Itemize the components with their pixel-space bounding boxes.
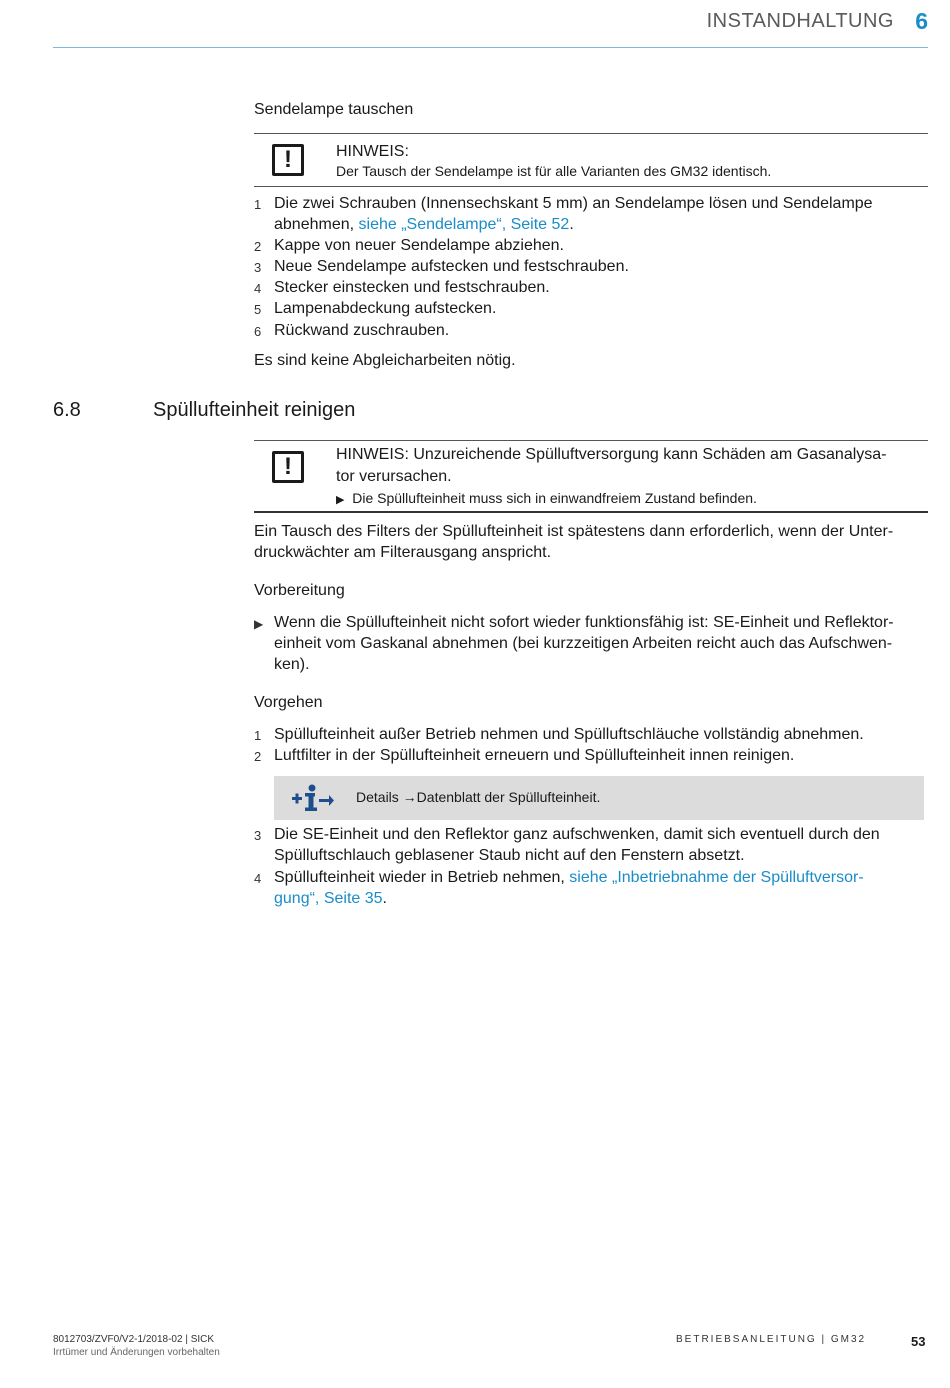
info-icon: [292, 784, 334, 814]
proc-step-3: [254, 824, 928, 866]
note-text: Der Tausch der Sendelampe ist für alle Varianten des GM32 identisch.: [336, 163, 772, 179]
step-text: Neue Sendelampe aufstecken und festschrauben.: [274, 258, 629, 275]
step-end: .: [382, 890, 387, 907]
note-top-divider: [254, 133, 928, 134]
chapter-title: INSTANDHALTUNG: [706, 10, 894, 32]
step-number: 3: [254, 260, 262, 275]
step-number: 2: [254, 239, 262, 254]
prep-line-3: ken).: [274, 656, 310, 673]
step-number: 1: [254, 728, 262, 743]
info-text: Details →Datenblatt der Spüllufteinheit.: [356, 789, 601, 805]
step-number: 2: [254, 749, 262, 764]
prep-line-2: einheit vom Gaskanal abnehmen (bei kurzzeitigen Arbeiten reicht auch das Aufschwen-: [274, 635, 893, 652]
triangle-bullet-icon: ▶: [336, 494, 345, 506]
proc-heading: Vorgehen: [254, 694, 323, 711]
warning-icon: !: [272, 144, 304, 176]
chapter-number: 6: [915, 8, 928, 34]
prep-line-1: Wenn die Spüllufteinheit nicht sofort wieder funktionsfähig ist: SE-Einheit und Reflektor-: [274, 614, 894, 631]
note-bullet-text: Die Spüllufteinheit muss sich in einwandfreiem Zustand befinden.: [352, 490, 757, 506]
warning-icon: !: [272, 451, 304, 483]
page-number: 53: [911, 1334, 926, 1349]
step-number: 3: [254, 828, 262, 843]
prep-heading: Vorbereitung: [254, 582, 345, 599]
note-bullet: [336, 490, 757, 506]
footer-manual: BETRIEBSANLEITUNG | GM32: [676, 1334, 867, 1345]
note-label: HINWEIS:: [336, 143, 409, 160]
section-intro: [254, 521, 928, 563]
step-text: Rückwand zuschrauben.: [274, 322, 450, 339]
prep-item: [254, 612, 928, 676]
note-bottom-divider: [254, 186, 928, 187]
step-number: 4: [254, 281, 262, 296]
step-line-1: Die SE-Einheit und den Reflektor ganz aufschwenken, damit sich eventuell durch den: [274, 826, 880, 843]
note-bottom-divider: [254, 511, 928, 513]
triangle-bullet-icon: ▶: [254, 617, 264, 631]
link-sendelampe[interactable]: siehe „Sendelampe“, Seite 52: [358, 216, 570, 233]
step-number: 1: [254, 197, 262, 212]
note-heading-line-1: HINWEIS: Unzureichende Spülluftversorgung kann Schäden am Gasanalysa-: [336, 446, 887, 463]
lamp-step-1: [254, 193, 928, 235]
lamp-closing: Es sind keine Abgleicharbeiten nötig.: [254, 352, 516, 369]
note-heading-line-2: tor verursachen.: [336, 468, 452, 485]
intro-line-1: Ein Tausch des Filters der Spüllufteinheit ist spätestens dann erforderlich, wenn der Unter-: [254, 523, 894, 540]
step-number: 6: [254, 324, 262, 339]
step-text: Spüllufteinheit außer Betrieb nehmen und Spülluftschläuche vollständig abnehmen.: [274, 726, 864, 743]
lamp-heading: Sendelampe tauschen: [254, 101, 414, 118]
step-text: Lampenabdeckung aufstecken.: [274, 300, 497, 317]
note-top-divider: [254, 440, 928, 441]
link-inbetriebnahme-cont[interactable]: gung“, Seite 35: [274, 890, 383, 907]
intro-line-2: druckwächter am Filterausgang anspricht.: [254, 544, 552, 561]
header-divider: [53, 47, 928, 48]
footer-doc-id: 8012703/ZVF0/V2-1/2018-02 | SICK: [53, 1334, 215, 1345]
step-number: 4: [254, 871, 262, 886]
step-number: 5: [254, 302, 262, 317]
section-title: Spüllufteinheit reinigen: [153, 399, 356, 421]
step-text: Stecker einstecken und festschrauben.: [274, 279, 550, 296]
step-text: Spüllufteinheit wieder in Betrieb nehmen,: [274, 869, 570, 886]
step-text: Luftfilter in der Spüllufteinheit erneuern und Spüllufteinheit innen reinigen.: [274, 747, 795, 764]
note-heading: [336, 444, 921, 488]
step-text: Die zwei Schrauben (Innensechskant 5 mm) an Sendelampe lösen und Sendelampe abnehmen,: [274, 195, 873, 233]
footer-disclaimer: Irrtümer und Änderungen vorbehalten: [53, 1347, 220, 1358]
step-end: .: [569, 216, 574, 233]
proc-step-4: [254, 867, 928, 909]
step-text: Kappe von neuer Sendelampe abziehen.: [274, 237, 564, 254]
section-number: 6.8: [53, 399, 81, 421]
step-line-2: Spülluftschlauch geblasener Staub nicht auf den Fenstern absetzt.: [274, 847, 745, 864]
link-inbetriebnahme[interactable]: siehe „Inbetriebnahme der Spülluftversor-: [569, 869, 864, 886]
